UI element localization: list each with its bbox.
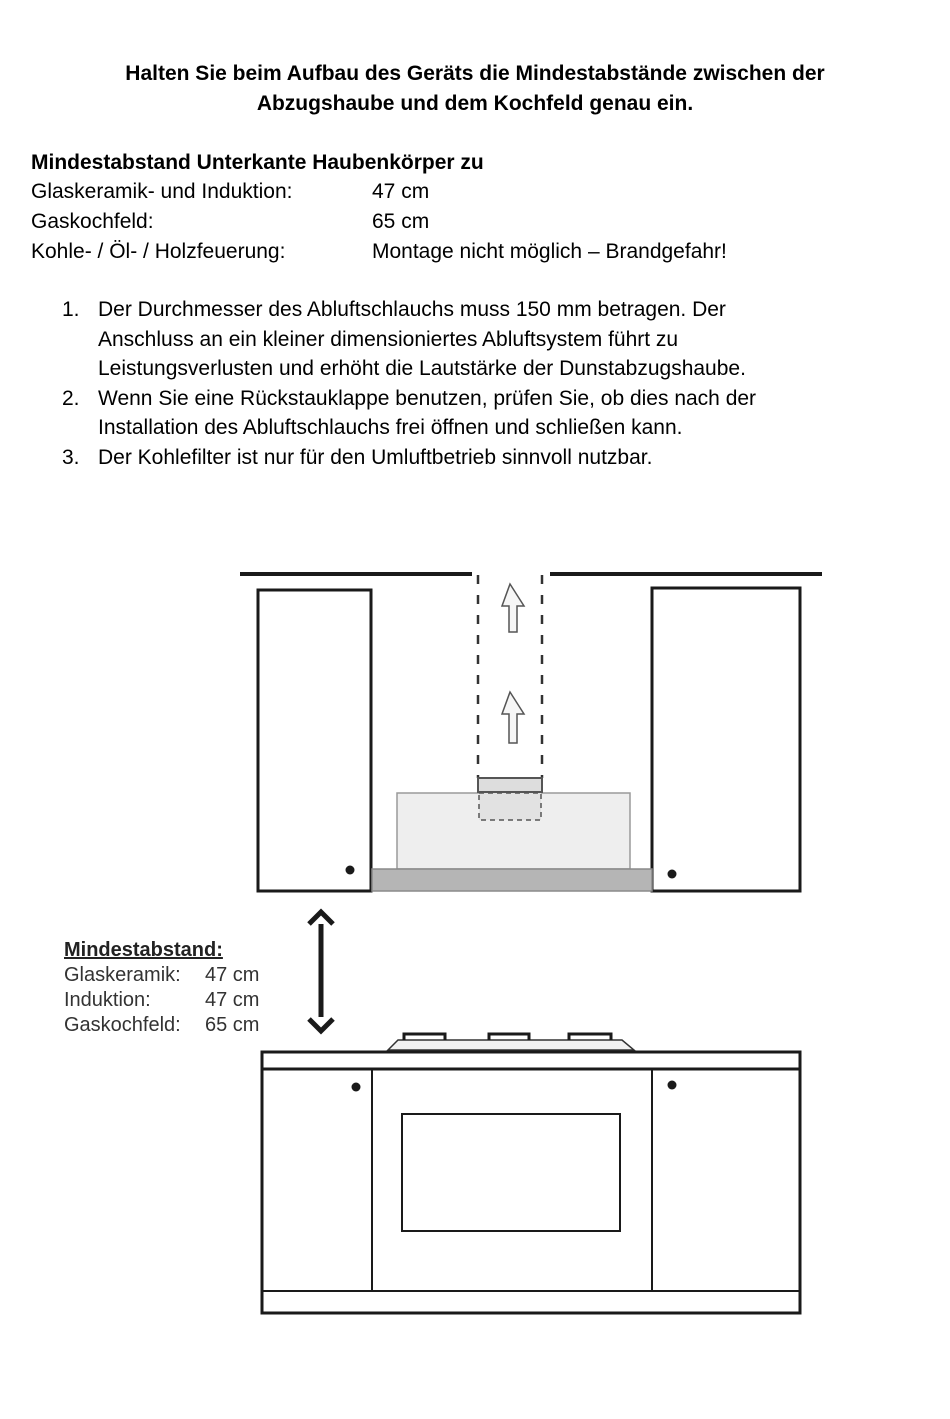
- cabinet-knob: [668, 1081, 677, 1090]
- distance-row: [64, 1013, 260, 1038]
- headline-line-2: Abzugshaube und dem Kochfeld genau ein.: [256, 92, 694, 115]
- hood-bottom-panel: [372, 869, 652, 891]
- worktop: [262, 1052, 800, 1069]
- duct-connector: [478, 778, 542, 792]
- airflow-arrow-icon: [502, 584, 524, 632]
- note-line: Leistungsverlusten und erhöht die Lautstärke der Dunstabzugshaube.: [98, 357, 746, 380]
- cooktop-surface: [388, 1040, 634, 1050]
- distance-row-label: Glaskeramik:: [64, 964, 181, 986]
- spec-row-label: Gaskochfeld:: [31, 210, 154, 233]
- distance-row-label: Gaskochfeld:: [64, 1014, 181, 1036]
- distance-label: [64, 938, 260, 1038]
- note-line: Installation des Abluftschlauchs frei öffnen und schließen kann.: [98, 416, 683, 439]
- distance-arrow-up-icon: [309, 912, 333, 924]
- upper-cabinet-left: [258, 590, 371, 891]
- headline-line-1: Halten Sie beim Aufbau des Geräts die Mindestabstände zwischen der: [125, 62, 825, 85]
- cabinet-knob: [668, 870, 677, 879]
- distance-row: [64, 988, 260, 1013]
- note-line: Wenn Sie eine Rückstauklappe benutzen, prüfen Sie, ob dies nach der: [98, 386, 757, 410]
- distance-row: [64, 963, 260, 988]
- distance-label-title: Mindestabstand:: [64, 939, 223, 961]
- spec-title: Mindestabstand Unterkante Haubenkörper zu: [31, 151, 484, 174]
- spec-row-value: 47 cm: [372, 180, 430, 203]
- pan-support-icon: [489, 1034, 529, 1040]
- spec-row-value: Montage nicht möglich – Brandgefahr!: [372, 240, 727, 263]
- distance-row-value: 47 cm: [205, 964, 260, 986]
- distance-row-label: Induktion:: [64, 989, 151, 1011]
- note-number: 1.: [62, 298, 80, 321]
- note-line: Der Kohlefilter ist nur für den Umluftbetrieb sinnvoll nutzbar.: [98, 445, 653, 469]
- pan-support-icon: [569, 1034, 611, 1040]
- note-line: Der Durchmesser des Abluftschlauchs muss 150 mm betragen. Der: [98, 298, 726, 321]
- spec-row-value: 65 cm: [372, 210, 430, 233]
- note-line: Anschluss an ein kleiner dimensioniertes Abluftsystem führt zu: [98, 327, 679, 351]
- spec-row-label: Glaskeramik- und Induktion:: [31, 180, 293, 203]
- spec-row-label: Kohle- / Öl- / Holzfeuerung:: [31, 240, 286, 263]
- airflow-arrow-icon: [502, 692, 524, 743]
- distance-arrow-down-icon: [309, 1019, 333, 1031]
- pan-support-icon: [404, 1034, 445, 1040]
- cabinet-knob: [352, 1083, 361, 1092]
- upper-cabinet-right: [652, 588, 800, 891]
- duct-outlet-hidden: [479, 793, 541, 820]
- distance-row-value: 47 cm: [205, 989, 260, 1011]
- note-number: 3.: [62, 445, 80, 469]
- oven-window: [402, 1114, 620, 1231]
- cabinet-knob: [346, 866, 355, 875]
- note-number: 2.: [62, 386, 80, 410]
- distance-row-value: 65 cm: [205, 1014, 260, 1036]
